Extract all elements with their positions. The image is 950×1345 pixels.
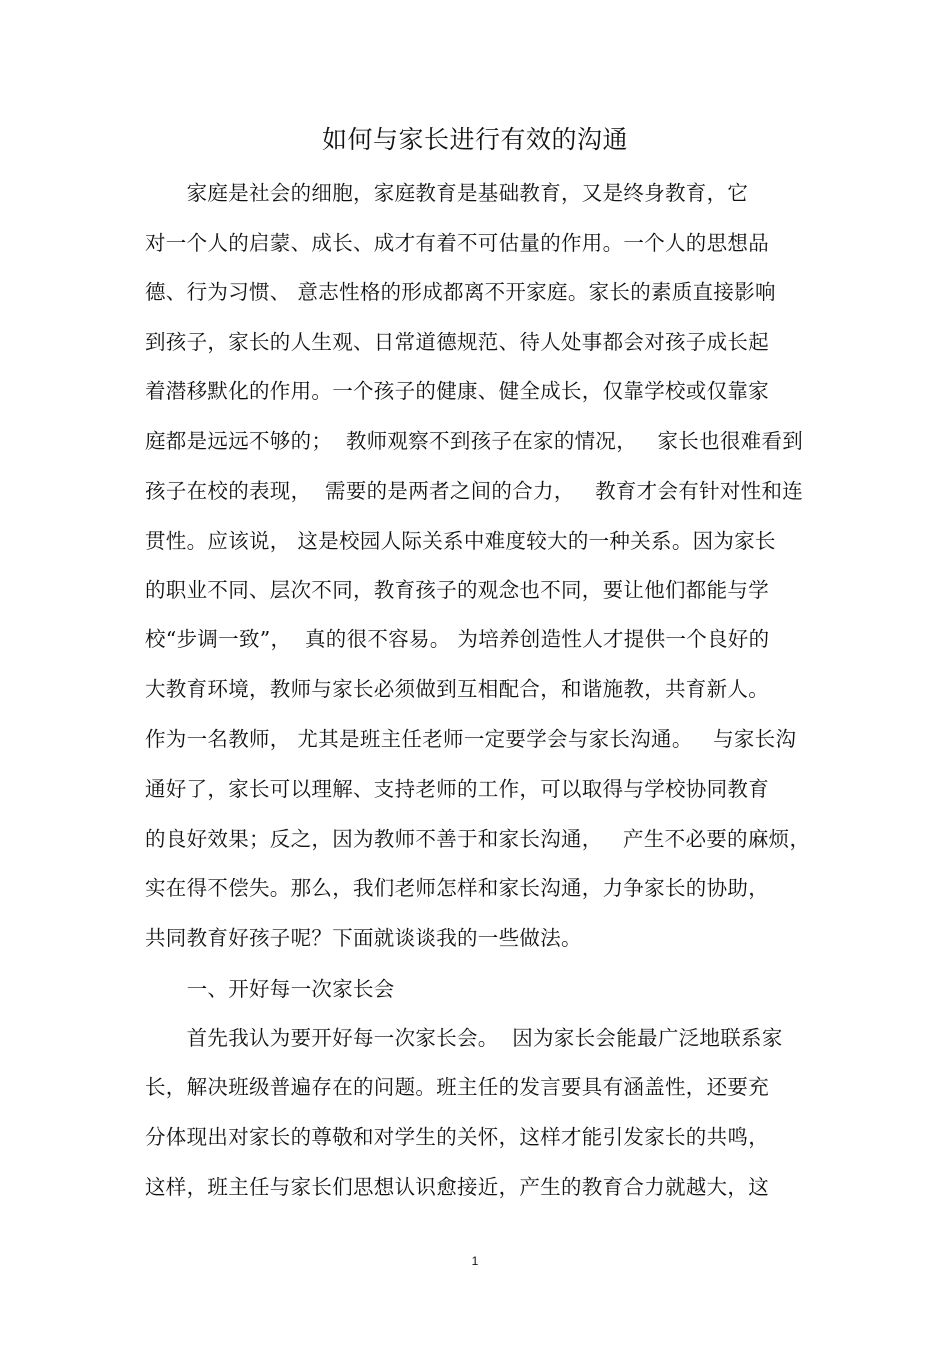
page-title: 如何与家长进行有效的沟通: [321, 125, 628, 154]
text-line: 校“步调一致”， 真的很不容易。 为培养创造性人才提供一个良好的: [145, 627, 770, 651]
text-line: 对一个人的启蒙、成长、成才有着不可估量的作用。一个人的思想品: [145, 231, 769, 255]
text-line: 共同教育好孩子呢？下面就谈谈我的一些做法。: [145, 926, 582, 950]
text-line: 家庭是社会的细胞，家庭教育是基础教育，又是终身教育，它: [145, 181, 749, 205]
section-heading: 一、开好每一次家长会: [145, 977, 395, 1001]
text-line: 德、行为习惯、 意志性格的形成都离不开家庭。家长的素质直接影响: [145, 280, 776, 304]
text-line: 实在得不偿失。那么，我们老师怎样和家长沟通，力争家长的协助，: [145, 876, 769, 900]
text-line: 这样，班主任与家长们思想认识愈接近，产生的教育合力就越大，这: [145, 1175, 769, 1199]
text-line: 分体现出对家长的尊敬和对学生的关怀，这样才能引发家长的共鸣，: [145, 1125, 769, 1149]
text-line: 作为一名教师， 尤其是班主任老师一定要学会与家长沟通。 与家长沟: [145, 727, 797, 751]
text-line: 孩子在校的表现， 需要的是两者之间的合力， 教育才会有针对性和连: [145, 479, 804, 503]
page-number: 1: [471, 1254, 479, 1268]
text-line: 到孩子，家长的人生观、日常道德规范、待人处事都会对孩子成长起: [145, 330, 769, 354]
text-line: 庭都是远远不够的； 教师观察不到孩子在家的情况， 家长也很难看到: [145, 429, 804, 453]
text-line: 长，解决班级普遍存在的问题。班主任的发言要具有涵盖性，还要充: [145, 1075, 769, 1099]
text-line: 首先我认为要开好每一次家长会。 因为家长会能最广泛地联系家: [145, 1026, 783, 1050]
text-line: 大教育环境，教师与家长必须做到互相配合，和谐施教，共育新人。: [145, 677, 769, 701]
text-line: 着潜移默化的作用。一个孩子的健康、健全成长，仅靠学校或仅靠家: [145, 379, 769, 403]
text-line: 的职业不同、层次不同，教育孩子的观念也不同，要让他们都能与学: [145, 578, 769, 602]
text-line: 的良好效果；反之，因为教师不善于和家长沟通， 产生不必要的麻烦，: [145, 827, 811, 851]
text-line: 贯性。应该说， 这是校园人际关系中难度较大的一种关系。因为家长: [145, 529, 776, 553]
text-line: 通好了，家长可以理解、支持老师的工作，可以取得与学校协同教育: [145, 777, 769, 801]
